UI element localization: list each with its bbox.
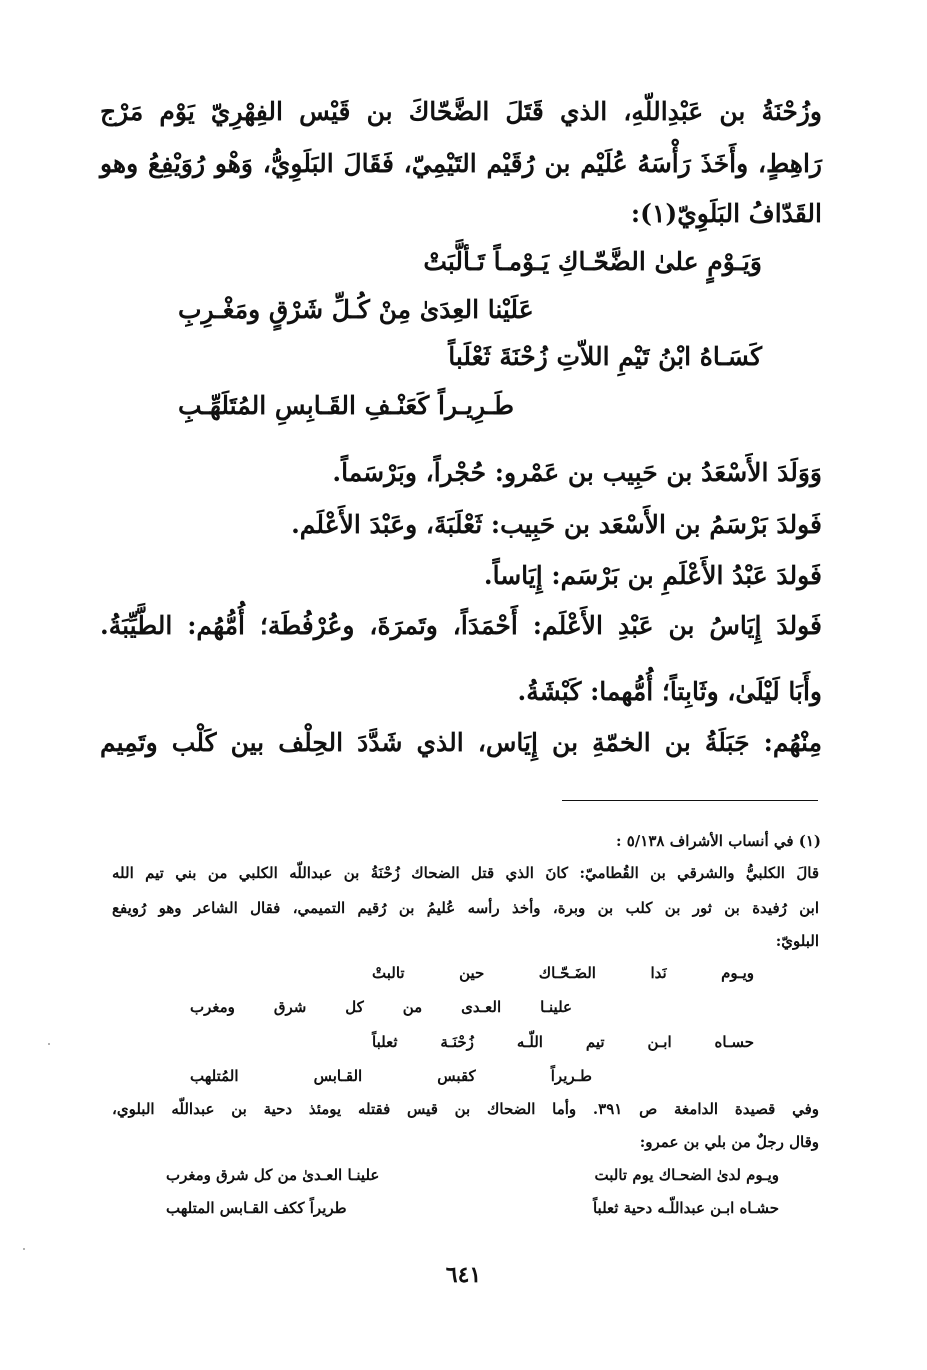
- footnote-line-5: وقال رجلٌ من بلي بن عمرو:: [639, 1133, 819, 1151]
- verse-word: تالبتْ: [372, 964, 405, 982]
- footnote-verse-row: [190, 998, 572, 1016]
- verse-word: زُحْنَـة: [440, 1033, 474, 1051]
- verse-word: علينـا: [540, 998, 572, 1016]
- verse-word: تيم: [585, 1033, 605, 1051]
- verse-word: ابـن: [647, 1033, 672, 1051]
- verse-word: من: [402, 998, 423, 1016]
- verse-word: ومغرب: [190, 998, 235, 1016]
- poem-hemistich-1: وَيَـوْمٍ علىٰ الضَّحّـاكِ يَـوْمـاً تَـألَّبَتْ: [423, 247, 762, 276]
- scan-speck: [23, 1248, 25, 1250]
- footnote-line-4: وفي قصيدة الدامغة ص ٣٩١. وأما الضحاك بن قيس فقتله يومئذ دحية بن عبداللّه البلوي،: [112, 1100, 819, 1118]
- body-line-6: فَولدَ عَبْدُ الأَعْلَمِ بن بَرْسَم: إِيَاساً.: [483, 561, 822, 590]
- poem-hemistich-4: طَـرِيـراً كَعَنْـفِ القَـابِسِ المُتَلَهِّـبِ: [178, 391, 515, 420]
- footnote-verse-row: [372, 964, 754, 982]
- footnote-reference: (١) في أنساب الأشراف ٥/١٣٨ :: [615, 832, 821, 850]
- verse-word: نَدا: [650, 964, 667, 982]
- verse-word: اللّـه: [516, 1033, 543, 1051]
- body-line-7: فَولدَ إِيَاسُ بن عَبْدِ الأَعْلَم: أَحْمَدَاً، وتَمرَةَ، وعُرْفُطَة؛ أُمُّهُم: الطَّيِّبَةُ.: [100, 611, 822, 640]
- body-line-2: رَاهِطٍ، وأَخَذَ رَأْسَهُ عُلَيْم بن رُقَيْم التَيْمِيّ، فَقَالَ البَلَوِيُّ، وَهْو رُوَيْفِعُ وهو: [100, 149, 822, 178]
- verse-word: كل: [345, 998, 364, 1016]
- verse-hemistich: حشـاه ابـن عبداللّـه دحية ثعلباً: [592, 1199, 779, 1217]
- body-line-4: وَوَلَدَ الأَسْعَدُ بن حَبِيب بن عَمْرو: حُجْراً، وبَرْسَماً.: [332, 458, 822, 487]
- verse-hemistich: طريراً ككف القـابس المتلهب: [166, 1199, 347, 1217]
- verse-word: القـابس: [313, 1067, 363, 1085]
- verse-word: الضَـحّـاك: [538, 964, 596, 982]
- scan-speck: [48, 1043, 50, 1045]
- verse-word: العـدى: [461, 998, 502, 1016]
- footnote-line-2: ابن رُفيدة بن ثور بن كلب بن وبرة، وأخذ رأسه عُليمُ بن رُقيم التميمي، فقال الشاعر وهو رُويفع: [112, 899, 819, 917]
- body-line-1: وزُحْنَةُ بن عَبْدِاللّهِ، الذي قَتَلَ الضَّحّاكَ بن قَيْس الفِهْرِيّ يَوْم مَرْج: [100, 97, 822, 126]
- footnote-separator: [562, 800, 818, 801]
- verse-hemistich: ويـوم لدىٰ الضحـاك يوم تالبت: [594, 1166, 779, 1184]
- poem-hemistich-2: عَلَيْنا العِدَىٰ مِنْ كُـلِّ شَرْقٍ ومَغْـرِبِ: [178, 295, 534, 324]
- footnote-verse-row: [190, 1067, 592, 1085]
- body-line-9: مِنْهُم: جَبَلَةُ بن الخمّةِ بن إِيَاس، الذي شَدَّدَ الحِلْف بين كَلْب وتَمِيم: [100, 728, 822, 757]
- verse-hemistich: علينـا العـدىٰ من كل شرق ومغرب: [166, 1166, 380, 1184]
- footnote-verse-row: [166, 1166, 779, 1184]
- page-number: ٦٤١: [445, 1262, 482, 1288]
- footnote-verse-row: [372, 1033, 754, 1051]
- footnote-verse-row: [166, 1199, 779, 1217]
- verse-word: ويـوم: [721, 964, 754, 982]
- body-line-8: وأَبَا لَيْلَىٰ، وثَابِتاً؛ أُمُّهما: كَبْشَةُ.: [517, 677, 822, 706]
- verse-word: طـريراً: [550, 1067, 592, 1085]
- verse-word: شرق: [273, 998, 307, 1016]
- verse-word: حسـاه: [714, 1033, 754, 1051]
- body-line-3: القَدّافُ البَلَوِيّ(١):: [630, 199, 822, 228]
- footnote-line-3: البلويّ:: [775, 932, 819, 950]
- verse-word: كقبس: [437, 1067, 476, 1085]
- verse-word: ثعلباً: [372, 1033, 398, 1051]
- verse-word: المُتلهب: [190, 1067, 239, 1085]
- footnote-line-1: قالَ الكلبيُّ والشرقي بن القُطاميّ: كانَ الذي قتل الضحاك زُحْنَةُ بن عبداللّه الكلبي من بني تيم الله: [112, 864, 819, 882]
- poem-hemistich-3: كَسَـاهُ ابْنُ تَيْمِ اللاّتِ زُحْنَةَ ثَعْلَباً: [448, 342, 762, 371]
- verse-word: حين: [459, 964, 485, 982]
- body-line-5: فَولدَ بَرْسَمُ بن الأَسْعَد بن حَبِيب: ثَعْلَبَةَ، وعَبْدَ الأَعْلَم.: [291, 510, 822, 539]
